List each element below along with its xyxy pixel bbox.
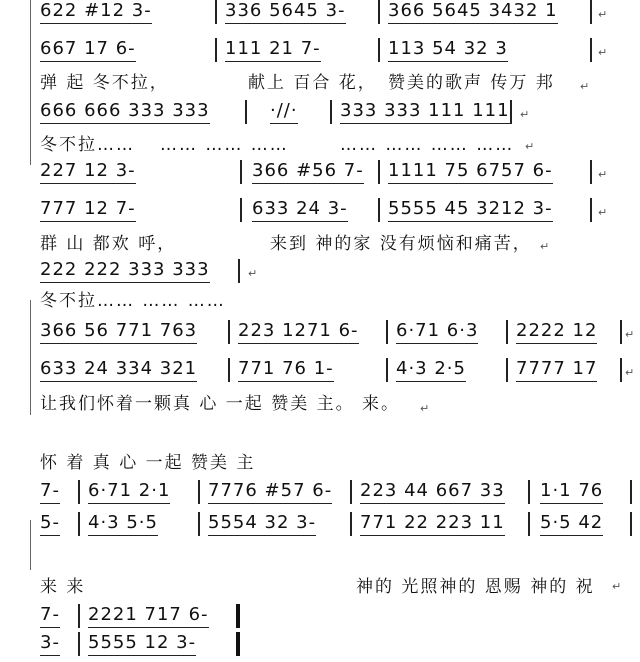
bar-line — [238, 259, 240, 283]
notation-measure: 7776 #57 6- — [208, 480, 332, 504]
final-bar-line — [236, 604, 240, 628]
notation-measure: 111 21 7- — [225, 38, 321, 62]
bar-line — [330, 100, 332, 124]
bar-line — [590, 160, 592, 184]
paragraph-mark-icon: ↵ — [520, 108, 530, 121]
paragraph-mark-icon: ↵ — [420, 402, 430, 415]
notation-measure: 6·71 2·1 — [88, 480, 170, 504]
notation-measure: ·//· — [270, 100, 298, 124]
notation-row — [0, 0, 640, 30]
notation-measure: 771 22 223 11 — [360, 512, 505, 536]
notation-measure: 1111 75 6757 6- — [388, 160, 553, 184]
notation-measure: 2222 12 — [516, 320, 597, 344]
notation-measure: 227 12 3- — [40, 160, 136, 184]
bar-line — [620, 320, 622, 344]
bar-line — [378, 160, 380, 184]
bar-line — [386, 320, 388, 344]
bar-line — [78, 632, 80, 656]
bar-line — [245, 100, 247, 124]
notation-measure: 5- — [40, 512, 60, 536]
notation-row — [0, 100, 640, 130]
notation-row — [0, 480, 640, 510]
bar-line — [198, 512, 200, 536]
paragraph-mark-icon: ↵ — [525, 140, 535, 153]
notation-row — [0, 632, 640, 662]
bar-line — [228, 358, 230, 382]
paragraph-mark-icon: ↵ — [625, 366, 635, 379]
bar-line — [350, 512, 352, 536]
bar-line — [630, 512, 632, 536]
bar-line — [378, 0, 380, 24]
notation-measure: 667 17 6- — [40, 38, 136, 62]
lyric-text: 赞美的歌声 传万 邦 — [388, 73, 555, 93]
notation-measure: 7- — [40, 604, 60, 628]
lyrics-row — [0, 393, 640, 423]
notation-measure: 5555 12 3- — [88, 632, 196, 656]
notation-row — [0, 320, 640, 350]
bar-line — [506, 320, 508, 344]
notation-measure: 5555 45 3212 3- — [388, 198, 553, 222]
bar-line — [528, 480, 530, 504]
bar-line — [78, 480, 80, 504]
paragraph-mark-icon: ↵ — [625, 328, 635, 341]
lyrics-row — [0, 576, 640, 606]
notation-measure: 666 666 333 333 — [40, 100, 210, 124]
lyric-text: 来 来 — [40, 577, 86, 597]
notation-row — [0, 358, 640, 388]
paragraph-mark-icon: ↵ — [598, 8, 608, 21]
paragraph-mark-icon: ↵ — [598, 168, 608, 181]
notation-measure: 5·5 42 — [540, 512, 603, 536]
paragraph-mark-icon: ↵ — [540, 240, 550, 253]
bar-line — [240, 198, 242, 222]
lyric-text: 让我们怀着一颗真 心 一起 赞美 主。 来。 — [40, 394, 401, 414]
paragraph-mark-icon: ↵ — [598, 46, 608, 59]
final-bar-line — [236, 632, 240, 656]
bar-line — [506, 358, 508, 382]
notation-measure: 4·3 5·5 — [88, 512, 158, 536]
lyrics-row — [0, 290, 640, 320]
notation-measure: 222 222 333 333 — [40, 259, 210, 283]
paragraph-mark-icon: ↵ — [248, 267, 258, 280]
bar-line — [590, 198, 592, 222]
bar-line — [228, 320, 230, 344]
notation-measure: 7- — [40, 480, 60, 504]
notation-row — [0, 259, 640, 289]
lyrics-row — [0, 72, 640, 102]
lyric-text: 献上 百合 花， — [248, 73, 377, 93]
notation-row — [0, 198, 640, 228]
lyric-text: 冬不拉…… …… …… — [40, 291, 226, 311]
bar-line — [215, 0, 217, 24]
notation-measure: 6·71 6·3 — [396, 320, 478, 344]
lyric-text: 弹 起 冬不拉， — [40, 73, 169, 93]
notation-measure: 633 24 334 321 — [40, 358, 197, 382]
lyric-text: 怀 着 真 心 一起 赞美 主 — [40, 453, 256, 473]
bar-line — [350, 480, 352, 504]
notation-measure: 366 5645 3432 1 — [388, 0, 558, 24]
bar-line — [240, 160, 242, 184]
notation-measure: 223 44 667 33 — [360, 480, 505, 504]
lyric-text: …… …… …… …… — [340, 135, 515, 155]
notation-row — [0, 38, 640, 68]
notation-row — [0, 604, 640, 634]
bar-line — [590, 0, 592, 24]
notation-measure: 777 12 7- — [40, 198, 136, 222]
bar-line — [78, 512, 80, 536]
notation-measure: 366 #56 7- — [252, 160, 364, 184]
paragraph-mark-icon: ↵ — [598, 206, 608, 219]
bar-line — [620, 358, 622, 382]
notation-measure: 333 333 111 111 — [340, 100, 510, 124]
paragraph-mark-icon: ↵ — [580, 80, 590, 93]
notation-row — [0, 160, 640, 190]
bar-line — [590, 38, 592, 62]
lyric-text: 来到 神的家 没有烦恼和痛苦， — [270, 234, 532, 254]
notation-measure: 113 54 32 3 — [388, 38, 508, 62]
lyric-text: 群 山 都欢 呼， — [40, 234, 177, 254]
notation-row — [0, 512, 640, 542]
notation-measure: 3- — [40, 632, 60, 656]
lyric-text: 神的 光照神的 恩赐 神的 祝 — [356, 577, 595, 597]
notation-measure: 223 1271 6- — [238, 320, 359, 344]
bar-line — [215, 38, 217, 62]
notation-measure: 366 56 771 763 — [40, 320, 197, 344]
lyric-text: 冬不拉…… — [40, 135, 135, 155]
bar-line — [510, 100, 512, 124]
notation-measure: 771 76 1- — [238, 358, 334, 382]
notation-measure: 2221 717 6- — [88, 604, 209, 628]
lyric-text: …… …… …… — [160, 135, 289, 155]
bar-line — [198, 480, 200, 504]
notation-measure: 5554 32 3- — [208, 512, 316, 536]
notation-measure: 1·1 76 — [540, 480, 603, 504]
bar-line — [528, 512, 530, 536]
bar-line — [630, 480, 632, 504]
bar-line — [386, 358, 388, 382]
notation-measure: 622 #12 3- — [40, 0, 152, 24]
bar-line — [378, 38, 380, 62]
notation-measure: 336 5645 3- — [225, 0, 346, 24]
bar-line — [378, 198, 380, 222]
paragraph-mark-icon: ↵ — [612, 580, 622, 593]
notation-measure: 4·3 2·5 — [396, 358, 466, 382]
bar-line — [78, 604, 80, 628]
notation-measure: 7777 17 — [516, 358, 597, 382]
lyrics-row — [0, 452, 640, 482]
notation-measure: 633 24 3- — [252, 198, 348, 222]
